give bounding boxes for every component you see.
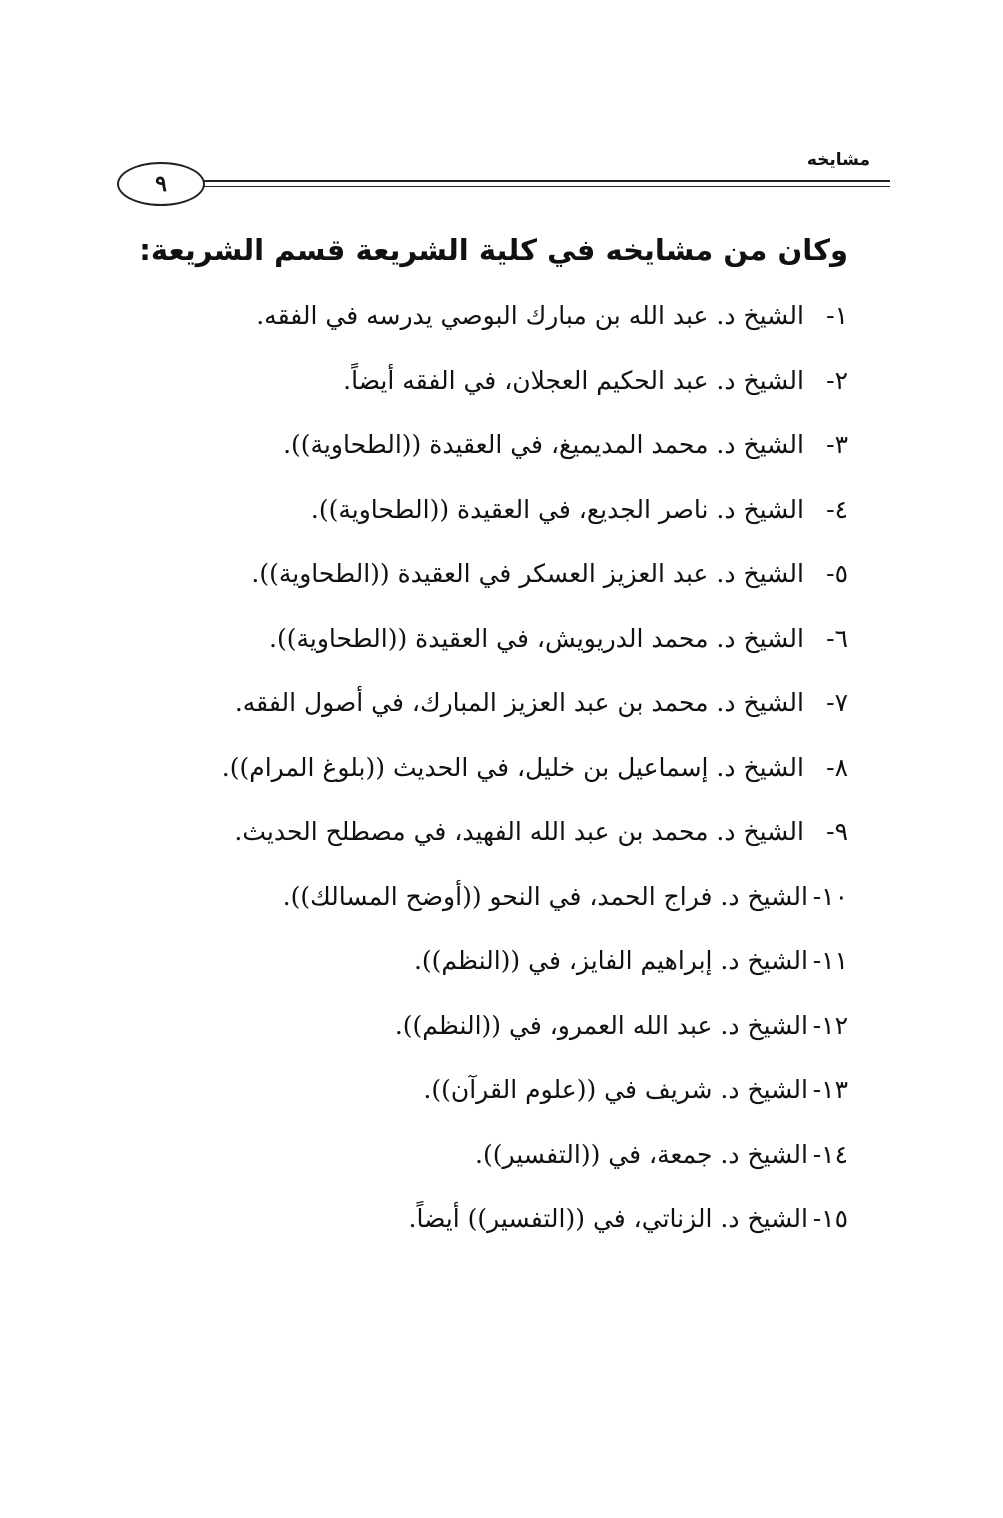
page-number: ٩ [155, 171, 167, 197]
list-item [128, 1123, 848, 1188]
item-number: ١١- [812, 946, 848, 975]
item-text: الشيخ د. عبد الله بن مبارك البوصي يدرسه في الفقه. [256, 301, 804, 330]
list-item [128, 284, 848, 349]
list-item [128, 994, 848, 1059]
item-text: الشيخ د. الزناتي، في ((التفسير)) أيضاً. [408, 1204, 808, 1233]
item-text: الشيخ د. محمد بن عبد الله الفهيد، في مصطلح الحديث. [234, 817, 804, 846]
item-text: الشيخ د. عبد العزيز العسكر في العقيدة ((الطحاوية)). [251, 559, 804, 588]
item-text: الشيخ د. إبراهيم الفايز، في ((النظم)). [413, 946, 808, 975]
page-header [112, 150, 890, 210]
section-heading: وكان من مشايخه في كلية الشريعة قسم الشريعة: [139, 233, 848, 267]
item-number: ٢- [826, 365, 848, 395]
list-item [128, 607, 848, 672]
item-number: ١٣- [812, 1075, 848, 1104]
page-content [128, 222, 848, 1252]
item-text: الشيخ د. شريف في ((علوم القرآن)). [423, 1075, 808, 1104]
item-text: الشيخ د. محمد بن عبد العزيز المبارك، في أصول الفقه. [234, 688, 804, 717]
item-number: ٣- [826, 430, 848, 459]
item-number: ٩- [826, 817, 848, 846]
list-item [128, 413, 848, 478]
item-number: ٥- [826, 559, 848, 588]
item-number: ٧- [826, 688, 848, 717]
item-text: الشيخ د. عبد الحكيم العجلان، في الفقه أيضاً. [343, 365, 804, 395]
item-text: الشيخ د. إسماعيل بن خليل، في الحديث ((بلوغ المرام)). [221, 752, 804, 782]
item-number: ١٢- [812, 1010, 848, 1040]
item-number: ١٥- [812, 1204, 848, 1233]
list-item [128, 865, 848, 930]
page-number-oval [117, 162, 205, 206]
list-item [128, 1187, 848, 1252]
item-number: ١٤- [812, 1139, 848, 1169]
running-header-title: مشايخه [806, 150, 870, 170]
item-number: ١٠- [812, 881, 848, 911]
teachers-list [128, 284, 848, 1252]
item-text: الشيخ د. محمد المديميغ، في العقيدة ((الطحاوية)). [283, 430, 804, 459]
list-item [128, 671, 848, 736]
list-item [128, 349, 848, 414]
item-text: الشيخ د. جمعة، في ((التفسير)). [475, 1139, 808, 1169]
list-item [128, 542, 848, 607]
item-number: ٨- [826, 752, 848, 782]
item-text: الشيخ د. ناصر الجديع، في العقيدة ((الطحاوية)). [310, 494, 804, 524]
list-item [128, 478, 848, 543]
item-number: ٤- [826, 494, 848, 524]
list-item [128, 1058, 848, 1123]
item-number: ١- [826, 301, 848, 330]
list-item [128, 800, 848, 865]
header-rule-thin [190, 186, 890, 187]
item-text: الشيخ د. محمد الدريويش، في العقيدة ((الطحاوية)). [269, 623, 804, 653]
list-item [128, 929, 848, 994]
list-item [128, 736, 848, 801]
header-rule-thick [190, 180, 890, 182]
item-number: ٦- [826, 623, 848, 653]
item-text: الشيخ د. عبد الله العمرو، في ((النظم)). [394, 1010, 808, 1040]
item-text: الشيخ د. فراج الحمد، في النحو ((أوضح المسالك)). [282, 881, 808, 911]
